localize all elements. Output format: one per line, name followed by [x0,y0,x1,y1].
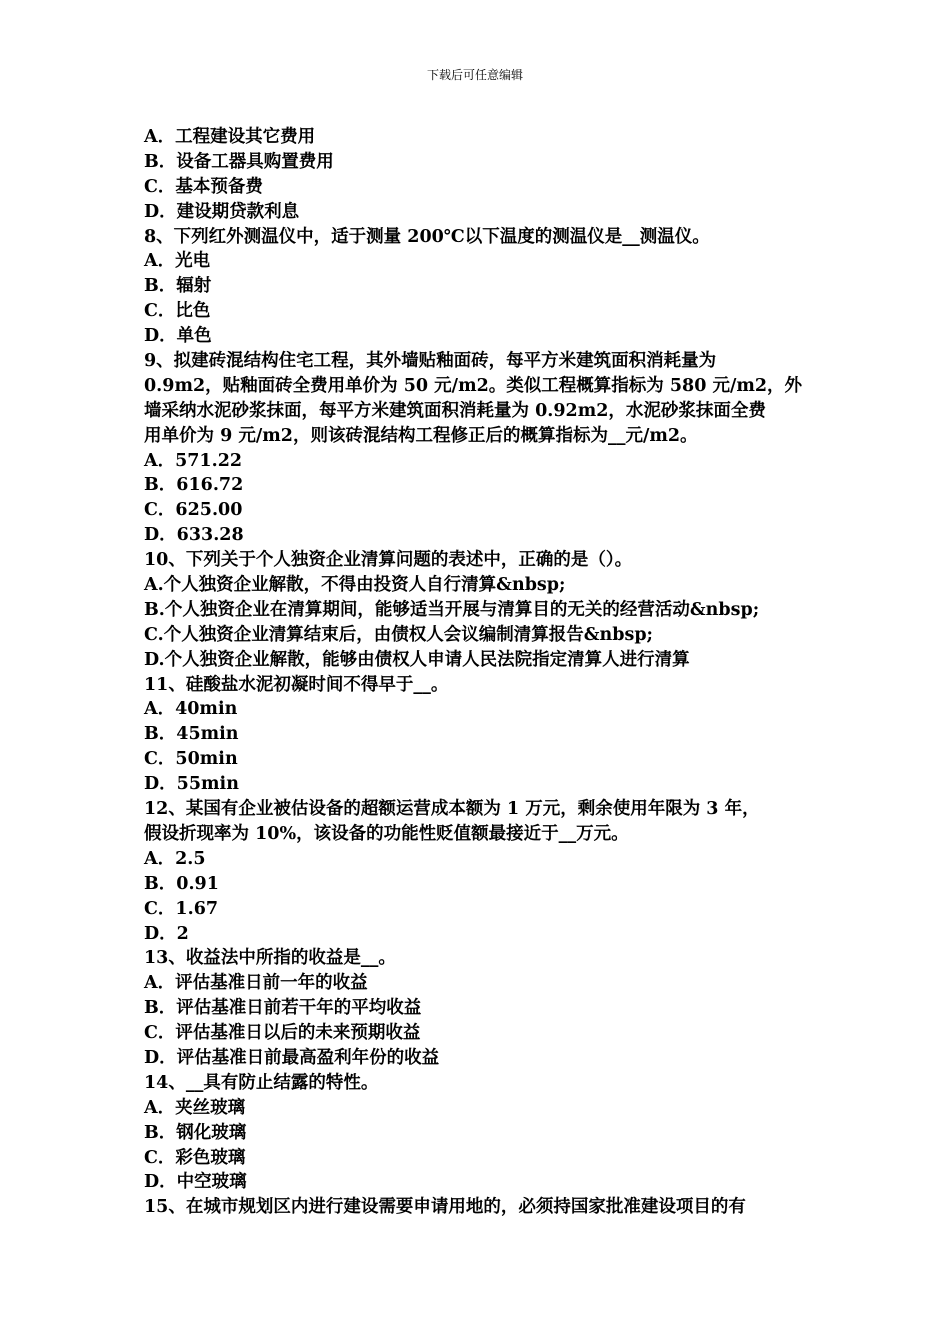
option-line: D．评估基准日前最高盈利年份的收益 [144,1047,440,1068]
option-line: C.个人独资企业清算结束后，由债权人会议编制清算报告&nbsp; [144,624,654,645]
option-line: C．评估基准日以后的未来预期收益 [144,1023,421,1044]
option-line: D．中空玻璃 [144,1172,247,1193]
option-line: D．55min [144,774,239,795]
option-line: A．2.5 [144,848,206,869]
option-line: B．辐射 [144,276,212,297]
option-line: D.个人独资企业解散，能够由债权人申请人民法院指定清算人进行清算 [144,649,690,670]
option-line: B.个人独资企业在清算期间，能够适当开展与清算目的无关的经营活动&nbsp; [144,599,760,620]
option-line: A．工程建设其它费用 [144,127,316,147]
option-line: D．建设期贷款利息 [144,201,300,222]
option-line: B．45min [144,724,239,745]
option-line: B．钢化玻璃 [144,1122,247,1143]
option-line: C．彩色玻璃 [144,1147,246,1168]
option-line: A．评估基准日前一年的收益 [144,973,368,994]
option-line: B．616.72 [144,475,244,496]
question-12: 12、某国有企业被估设备的超额运营成本额为 1 万元，剩余使用年限为 3 年， [144,799,760,820]
question-11: 11、硅酸盐水泥初凝时间不得早于__。 [144,674,449,695]
question-13: 13、收益法中所指的收益是__。 [144,948,396,969]
option-line: B．0.91 [144,873,219,894]
question-9: 9、拟建砖混结构住宅工程，其外墙贴釉面砖，每平方米建筑面积消耗量为 [144,351,717,372]
option-line: C．基本预备费 [144,176,263,197]
question-10: 10、下列关于个人独资企业清算问题的表述中，正确的是（）。 [144,550,633,571]
question-8: 8、下列红外测温仪中，适于测量 200℃以下温度的测温仪是__测温仪。 [144,226,710,247]
option-line: A．40min [144,699,238,720]
option-line: D．633.28 [144,525,244,546]
option-line: D．单色 [144,326,212,347]
option-line: B．设备工器具购置费用 [144,151,334,172]
option-line: C．1.67 [144,898,219,919]
option-line: D．2 [144,923,189,944]
option-line: A．571.22 [144,450,243,471]
question-12-cont: 假设折现率为 10%，该设备的功能性贬值额最接近于__万元。 [144,823,629,844]
document-body [144,125,824,1220]
option-line: A．光电 [144,251,211,272]
question-15: 15、在城市规划区内进行建设需要申请用地的，必须持国家批准建设项目的有 [144,1197,746,1218]
option-line: A.个人独资企业解散，不得由投资人自行清算&nbsp; [144,575,566,596]
question-9-cont: 0.9m2，贴釉面砖全费用单价为 50 元/m2。类似工程概算指标为 580 元/m2，外 [144,375,803,396]
option-line: C．比色 [144,301,211,322]
option-line: C．625.00 [144,500,243,521]
question-9-cont: 墙采纳水泥砂浆抹面，每平方米建筑面积消耗量为 0.92m2，水泥砂浆抹面全费 [144,400,766,421]
question-14: 14、__具有防止结露的特性。 [144,1072,379,1093]
question-9-cont: 用单价为 9 元/m2，则该砖混结构工程修正后的概算指标为__元/m2。 [144,425,698,446]
option-line: B．评估基准日前若干年的平均收益 [144,998,422,1019]
option-line: C．50min [144,749,238,770]
page-header: 下载后可任意编辑 [426,68,523,82]
option-line: A．夹丝玻璃 [144,1097,246,1118]
